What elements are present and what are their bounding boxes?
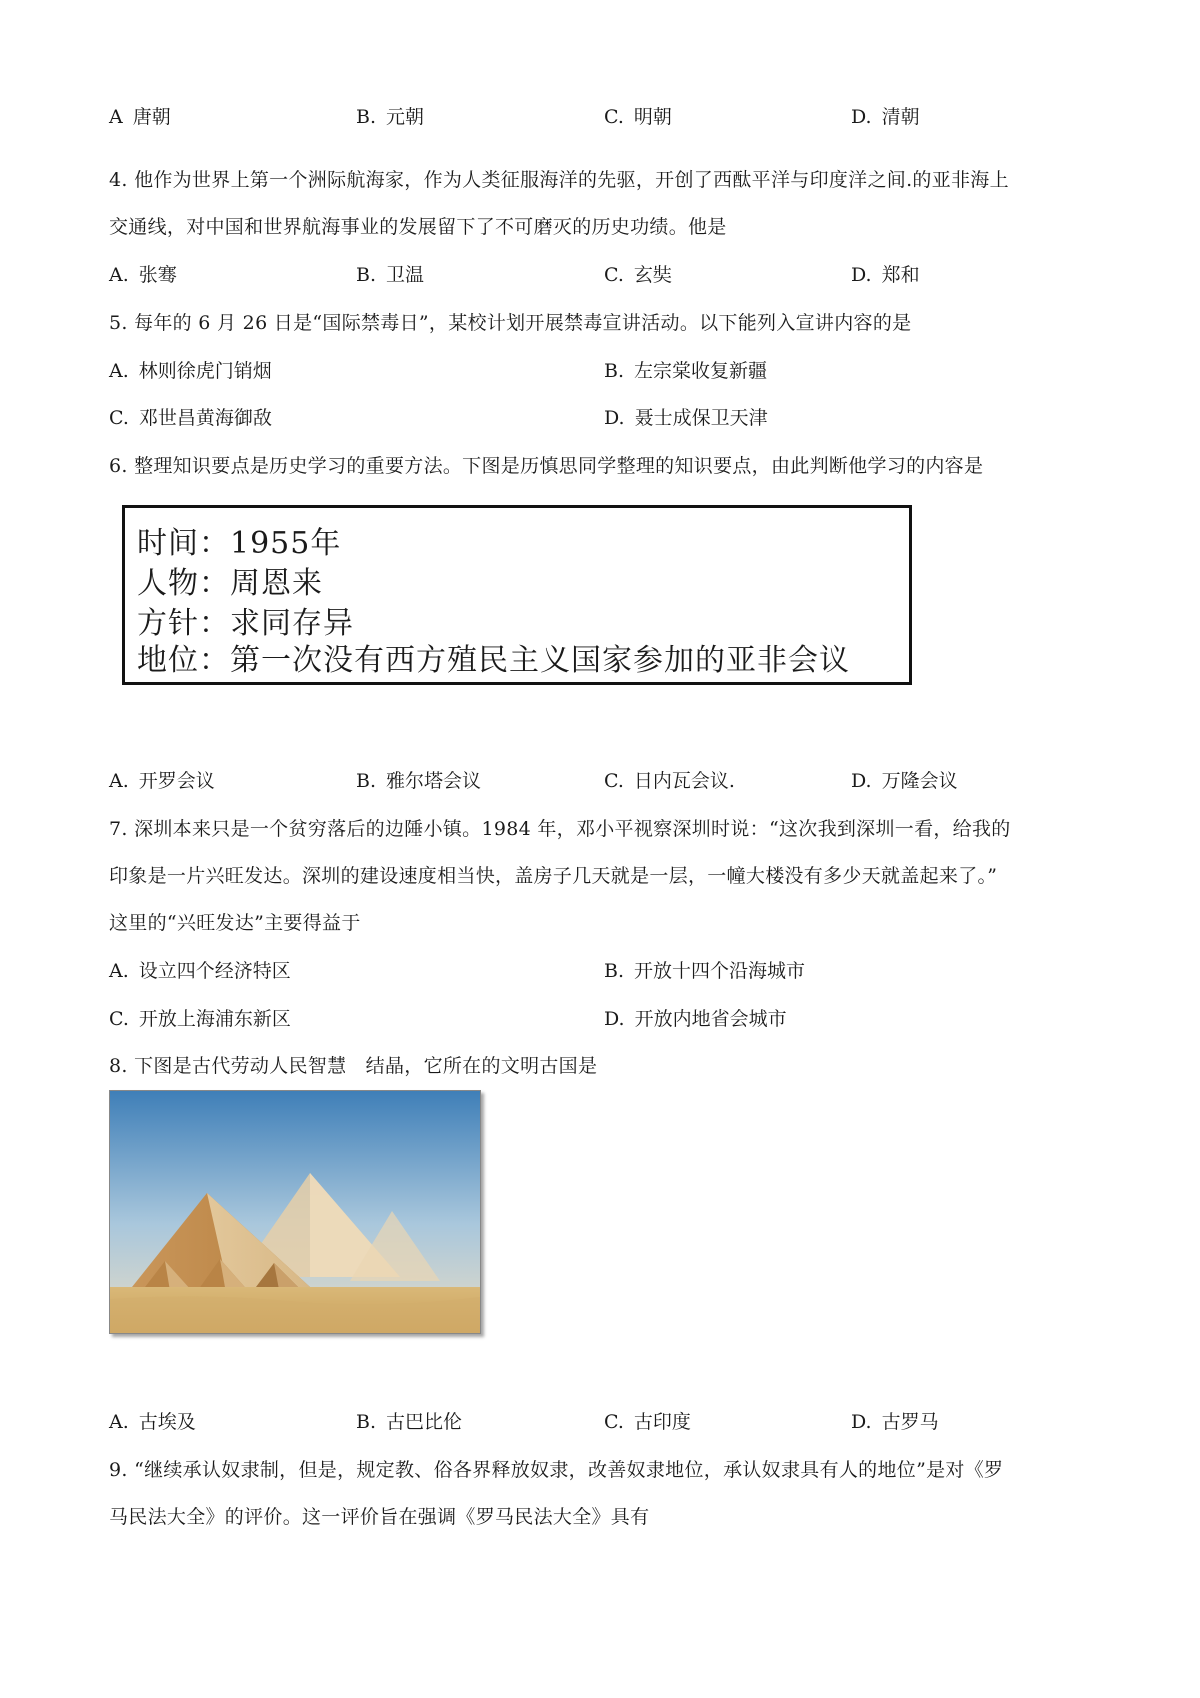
q9-stem-line2: 马民法大全》的评价。这一评价旨在强调《罗马民法大全》具有 <box>109 1506 650 1528</box>
q3-option-a: A 唐朝 <box>109 106 171 128</box>
card-row-status: 地位：第一次没有西方殖民主义国家参加的亚非会议 <box>137 643 850 678</box>
q6-option-d: D. 万隆会议 <box>851 770 958 792</box>
q4-stem-line2: 交通线，对中国和世界航海事业的发展留下了不可磨灭的历史功绩。他是 <box>109 216 727 238</box>
q9-stem-line1: 9. “继续承认奴隶制，但是，规定教、俗各界释放奴隶，改善奴隶地位，承认奴隶具有人的地位”是对《罗 <box>109 1459 1004 1481</box>
q3-option-c: C. 明朝 <box>604 106 672 128</box>
q7-option-b: B. 开放十四个沿海城市 <box>604 960 806 982</box>
q4-option-c: C. 玄奘 <box>604 264 672 286</box>
q3-option-b: B. 元朝 <box>356 106 425 128</box>
q6-option-b: B. 雅尔塔会议 <box>356 770 482 792</box>
q7-stem-line2: 印象是一片兴旺发达。深圳的建设速度相当快，盖房子几天就是一层，一幢大楼没有多少天就盖起来了。” <box>109 865 998 887</box>
q7-option-a: A. 设立四个经济特区 <box>109 960 291 982</box>
q6-stem: 6. 整理知识要点是历史学习的重要方法。下图是历慎思同学整理的知识要点，由此判断他学习的内容是 <box>109 455 984 477</box>
q8-option-c: C. 古印度 <box>604 1411 691 1433</box>
q6-option-a: A. 开罗会议 <box>109 770 215 792</box>
q3-option-d: D. 清朝 <box>851 106 920 128</box>
q5-option-a: A. 林则徐虎门销烟 <box>109 360 272 382</box>
card-row-policy: 方针：求同存异 <box>137 606 354 641</box>
pyramids-photo <box>109 1090 481 1334</box>
q7-stem-line3: 这里的“兴旺发达”主要得益于 <box>109 912 361 934</box>
q4-option-d: D. 郑和 <box>851 264 920 286</box>
q7-stem-line1: 7. 深圳本来只是一个贫穷落后的边陲小镇。1984 年，邓小平视察深圳时说：“这次我到深圳一看，给我的 <box>109 818 1011 840</box>
q4-stem-line1: 4. 他作为世界上第一个洲际航海家，作为人类征服海洋的先驱，开创了西酞平洋与印度洋之间.的亚非海上 <box>109 169 1009 191</box>
q6-option-c: C. 日内瓦会议. <box>604 770 735 792</box>
knowledge-card <box>122 505 912 685</box>
q8-option-a: A. 古埃及 <box>109 1411 196 1433</box>
q5-stem: 5. 每年的 6 月 26 日是“国际禁毒日”，某校计划开展禁毒宣讲活动。以下能列入宣讲内容的是 <box>109 312 912 334</box>
q7-option-c: C. 开放上海浦东新区 <box>109 1008 291 1030</box>
q5-option-c: C. 邓世昌黄海御敌 <box>109 407 272 429</box>
q4-option-a: A. 张骞 <box>109 264 177 286</box>
q7-option-d: D. 开放内地省会城市 <box>604 1008 787 1030</box>
q4-option-b: B. 卫温 <box>356 264 425 286</box>
q8-option-d: D. 古罗马 <box>851 1411 939 1433</box>
q8-option-b: B. 古巴比伦 <box>356 1411 463 1433</box>
card-row-person: 人物：周恩来 <box>137 566 323 601</box>
q5-option-d: D. 聂士成保卫天津 <box>604 407 768 429</box>
q8-stem: 8. 下图是古代劳动人民智慧 结晶，它所在的文明古国是 <box>109 1055 598 1077</box>
q5-option-b: B. 左宗棠收复新疆 <box>604 360 768 382</box>
card-row-time: 时间：1955年 <box>137 526 342 561</box>
